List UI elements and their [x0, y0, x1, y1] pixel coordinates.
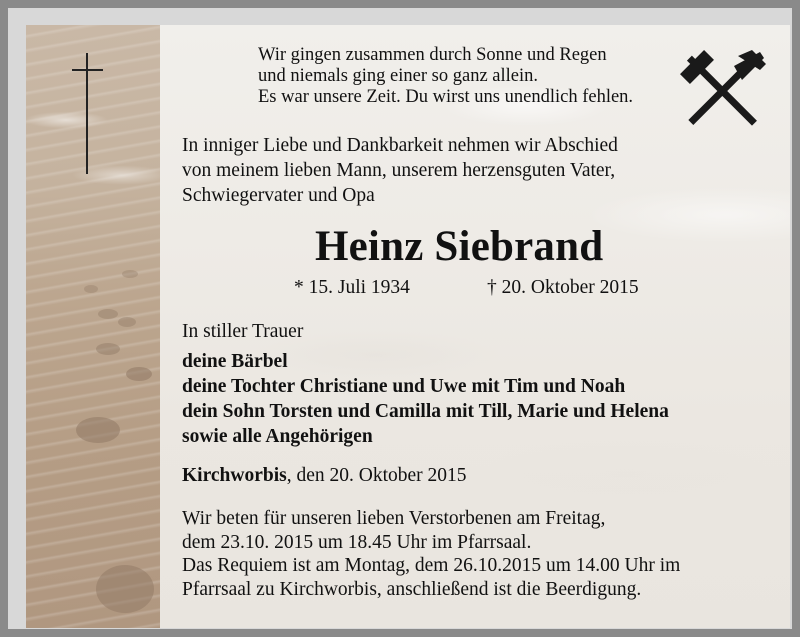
poem-line: und niemals ging einer so ganz allein.: [258, 66, 538, 86]
footprint: [76, 417, 120, 443]
footprint: [126, 367, 152, 381]
poem-line: Es war unsere Zeit. Du wirst uns unendlich fehlen.: [258, 87, 634, 107]
letter-date: , den 20. Oktober 2015: [286, 465, 467, 486]
footprint: [96, 343, 120, 355]
footprint: [118, 317, 136, 327]
poem: [258, 45, 633, 108]
mourning-heading: In stiller Trauer: [182, 321, 304, 342]
footprints-panel: [26, 25, 160, 628]
cross-icon-bar: [72, 69, 103, 71]
mourner-line: sowie alle Angehörigen: [182, 426, 373, 447]
service-line: Wir beten für unseren lieben Verstorbenen am Freitag,: [182, 508, 606, 529]
mourner-line: deine Tochter Christiane und Uwe mit Tim und Noah: [182, 376, 626, 397]
birth-date: * 15. Juli 1934: [294, 277, 410, 298]
mourner-line: deine Bärbel: [182, 351, 288, 372]
footprint: [98, 309, 118, 319]
mourner-line: dein Sohn Torsten und Camilla mit Till, Marie und Helena: [182, 401, 669, 422]
intro-line: In inniger Liebe und Dankbarkeit nehmen wir Abschied: [182, 135, 618, 156]
footprint: [122, 270, 138, 278]
footprint: [84, 285, 98, 293]
obituary-card: [26, 25, 790, 628]
intro-line: von meinem lieben Mann, unserem herzensguten Vater,: [182, 160, 616, 181]
frame: [8, 8, 792, 629]
poem-line: Wir gingen zusammen durch Sonne und Regen: [258, 45, 607, 65]
footprint: [96, 565, 154, 613]
place-name: Kirchworbis: [182, 465, 287, 486]
mourners-list: [182, 349, 669, 449]
place-and-date: [182, 465, 467, 487]
hammer-and-pick-icon: [678, 50, 768, 132]
cross-icon: [86, 53, 88, 174]
service-line: Pfarrsaal zu Kirchworbis, anschließend ist die Beerdigung.: [182, 578, 642, 600]
death-date: † 20. Oktober 2015: [487, 277, 639, 298]
service-line: dem 23.10. 2015 um 18.45 Uhr im Pfarrsaal.: [182, 531, 532, 553]
service-line: Das Requiem ist am Montag, dem 26.10.2015 um 14.00 Uhr im: [182, 555, 681, 576]
deceased-name: Heinz Siebrand: [315, 223, 604, 270]
intro-line: Schwiegervater und Opa: [182, 185, 375, 206]
service-info: [182, 507, 680, 601]
farewell-intro: [182, 133, 618, 208]
